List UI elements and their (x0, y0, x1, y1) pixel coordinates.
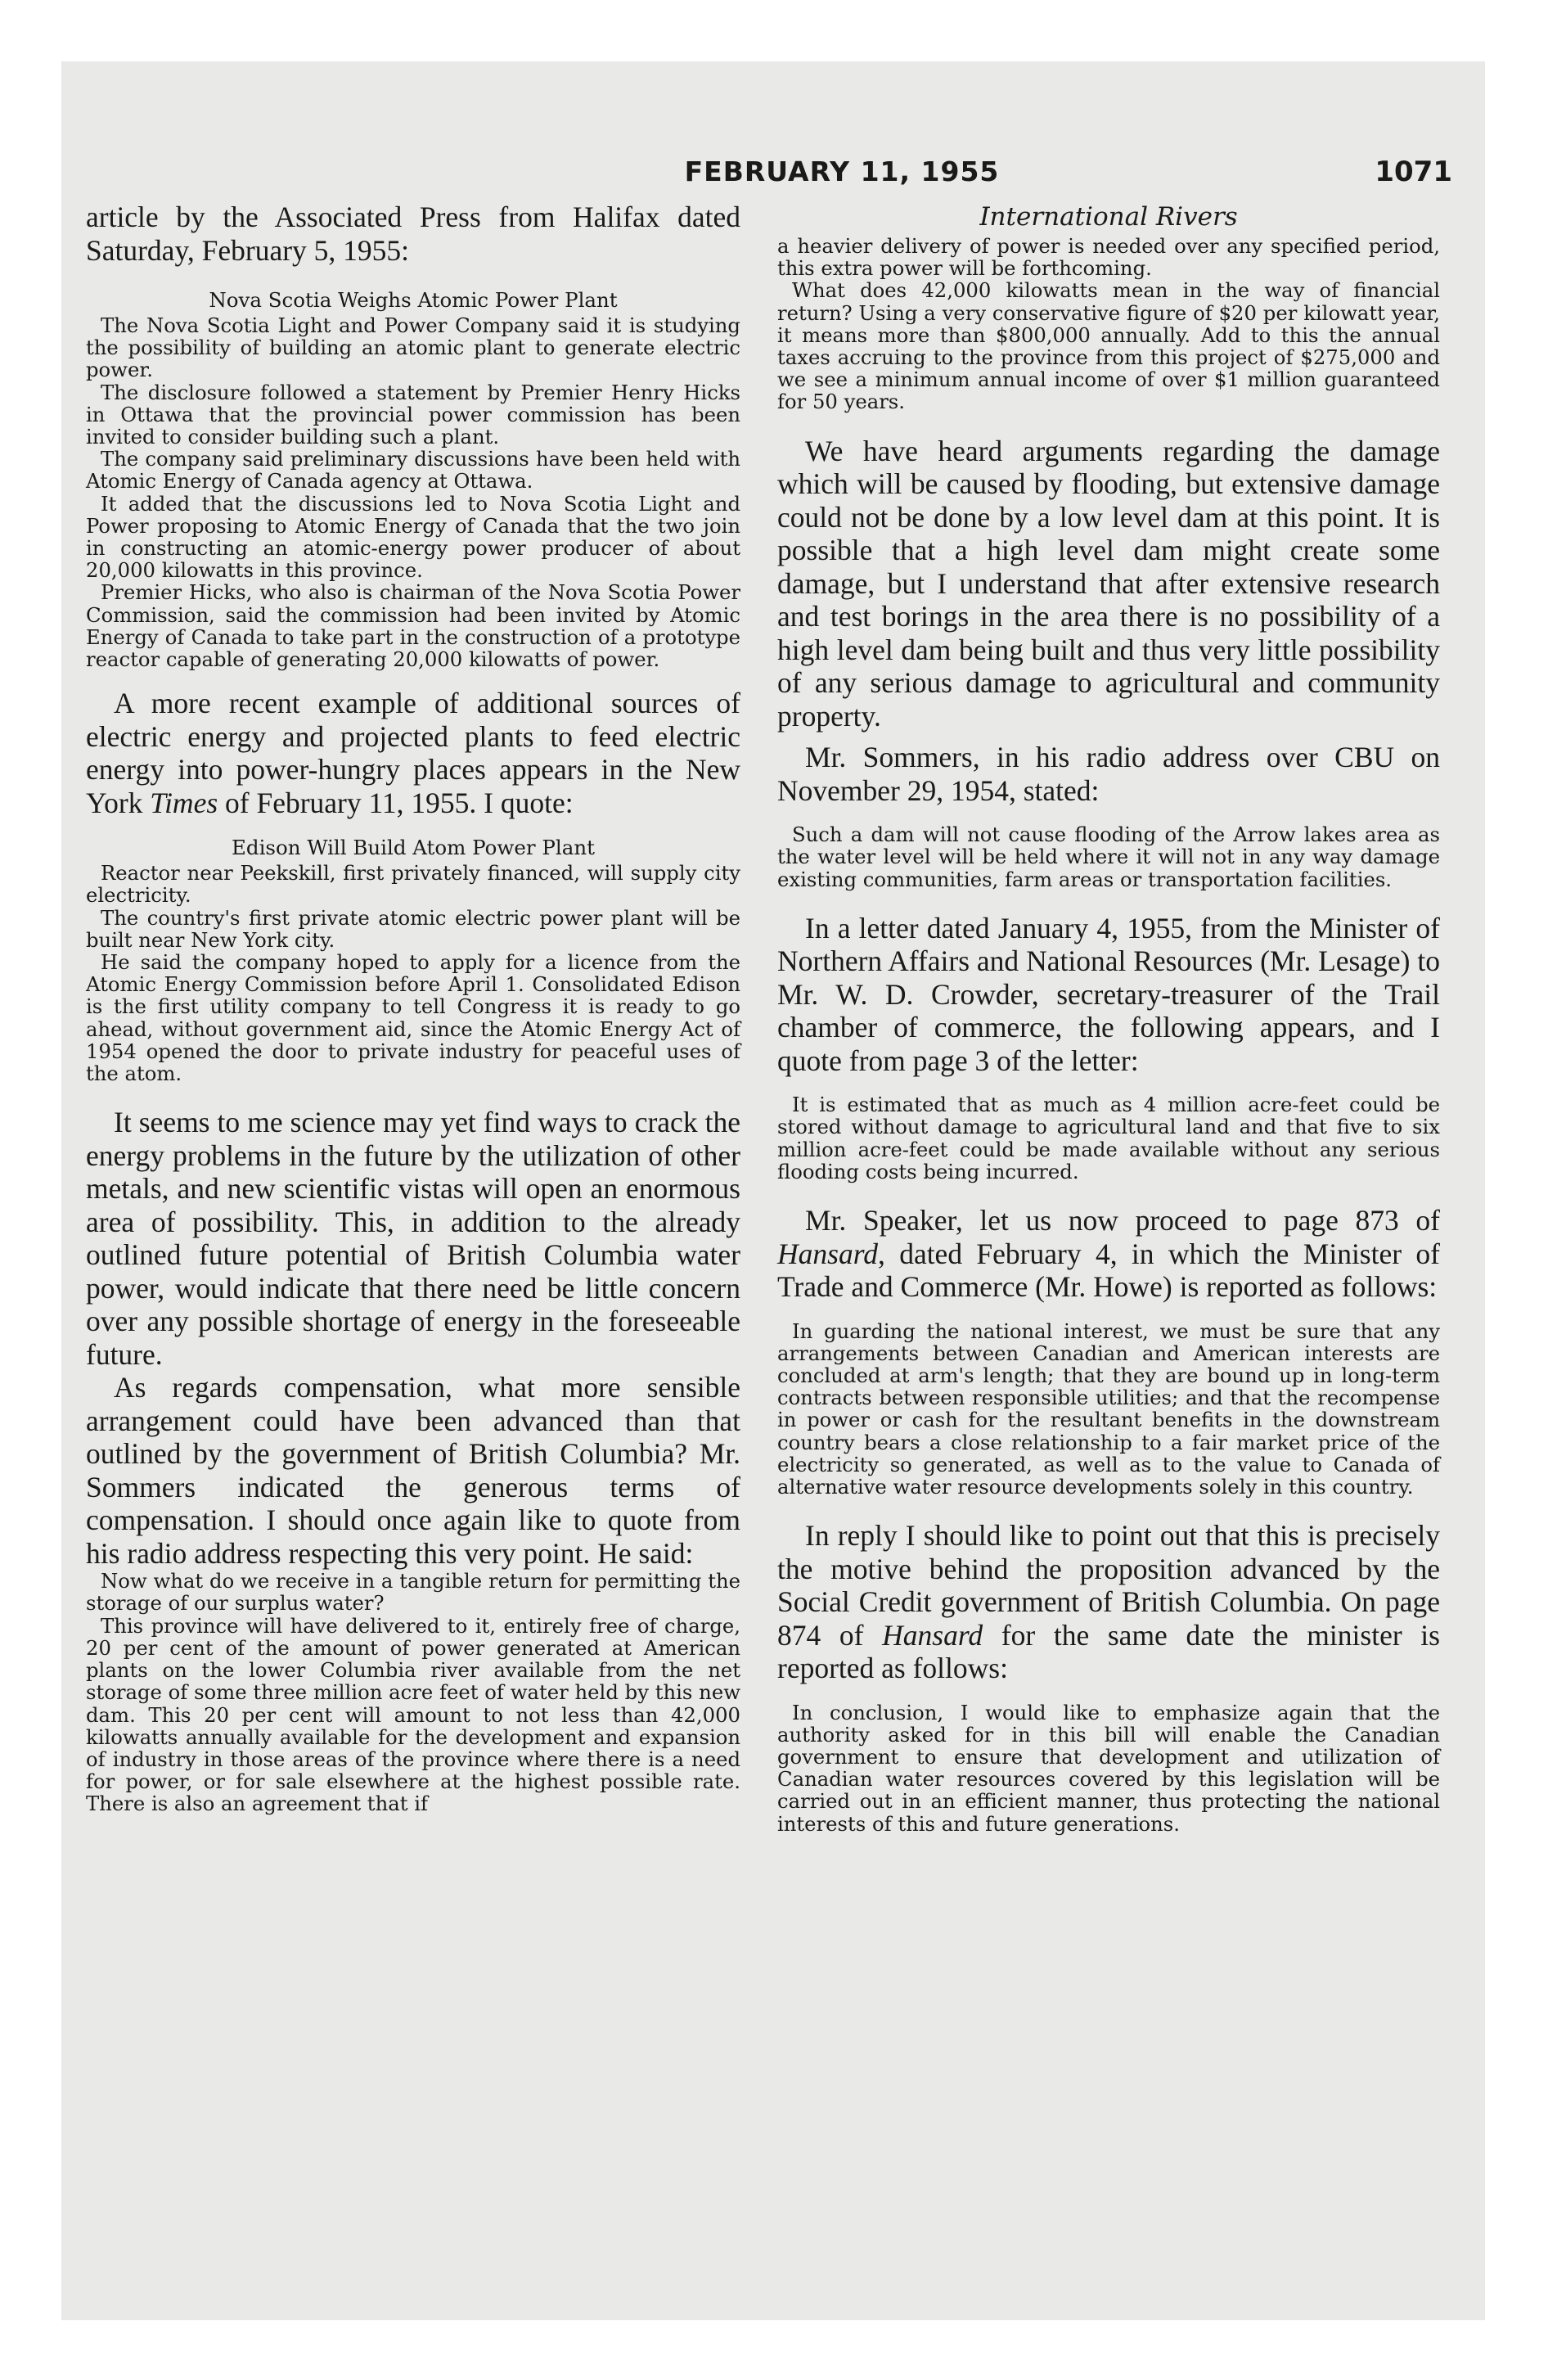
left-column (86, 201, 740, 1815)
speech-paragraph: article by the Associated Press from Halifax dated Saturday, February 5, 1955: (86, 201, 740, 267)
speech-paragraph: We have heard arguments regarding the damage which will be caused by flooding, but extensive damage could not be done by a low level dam at this point. It is possible that a high level dam might create some damage, but I understand that after extensive research and test borings in the area there is no possibility of a high level dam being built and thus very little possibility of any serious damage to agricultural and community property. (777, 434, 1440, 732)
speech-paragraph: Mr. Sommers, in his radio address over CBU on November 29, 1954, stated: (777, 741, 1440, 807)
quote-paragraph: In conclusion, I would like to emphasize again that the authority asked for in this bill will enable the Canadian government to ensure that development and utilization of Canadian water resources covered by this legislation will be carried out in an efficient manner, thus protecting the national interests of this and future generations. (777, 1700, 1440, 1836)
page-number: 1071 (1375, 156, 1452, 188)
quote-paragraph: a heavier delivery of power is needed over any specified period, this extra power will be forthcoming. (777, 234, 1440, 281)
quote-paragraph: The company said preliminary discussions have been held with Atomic Energy of Canada agency at Ottawa. (86, 447, 740, 494)
quote-paragraph: Now what do we receive in a tangible return for permitting the storage of our surplus water? (86, 1569, 740, 1616)
quote-title: Nova Scotia Weighs Atomic Power Plant (209, 288, 618, 312)
right-column (777, 202, 1440, 1835)
speech-paragraph: It seems to me science may yet find ways to crack the energy problems in the future by the utilization of other metals, and new scientific vistas will open an enormous area of possibility. This, in addition to the already outlined future potential of British Columbia water power, would indicate that there need be little concern over any possible shortage of energy in the foreseeable future. (86, 1106, 740, 1371)
quote-paragraph: Such a dam will not cause flooding of the Arrow lakes area as the water level will be held where it will not in any way damage existing communities, farm areas or transportation facilities. (777, 823, 1440, 891)
quote-paragraph: In guarding the national interest, we must be sure that any arrangements between Canadian and American interests are concluded at arm's length; that they are bound up in long-term contracts between responsible utilities; and that the recompense in power or cash for the resultant benefits in the downstream country bears a close relationship to a fair market price of the electricity so generated, as well as to the value to Canada of alternative water resource developments solely in this country. (777, 1318, 1440, 1499)
quote-paragraph: It is estimated that as much as 4 million acre-feet could be stored without damage to agricultural land and that five to six million acre-feet could be made available without any serious flooding costs being incurred. (777, 1093, 1440, 1183)
quote-paragraph: What does 42,000 kilowatts mean in the way of financial return? Using a very conservative figure of $20 per kilowatt year, it means more than $800,000 annually. Add to this the annual taxes accruing to the province from this project of $275,000 and we see a minimum annual income of over $1 million guaranteed for 50 years. (777, 278, 1440, 414)
quote-paragraph: This province will have delivered to it, entirely free of charge, 20 per cent of the amount of power generated at American plants on the lower Columbia river available from the net storage of some three million acre feet of water held by this new dam. This 20 per cent will amount to not less than 42,000 kilowatts annually available for the development and expansion of industry in those areas of the province where there is a need for power, or for sale elsewhere at the highest possible rate. There is also an agreement that if (86, 1613, 740, 1816)
quote-paragraph: The disclosure followed a statement by Premier Henry Hicks in Ottawa that the provincial power commission has been invited to consider building such a plant. (86, 380, 740, 449)
speech-paragraph: In a letter dated January 4, 1955, from the Minister of Northern Affairs and National Resources (Mr. Lesage) to Mr. W. D. Crowder, secretary-treasurer of the Trail chamber of commerce, the following appears, and I quote from page 3 of the letter: (777, 911, 1440, 1077)
speech-paragraph: Mr. Speaker, let us now proceed to page 873 of Hansard, dated February 4, in which the Minister of Trade and Commerce (Mr. Howe) is reported as follows: (777, 1204, 1440, 1304)
quote-paragraph: The Nova Scotia Light and Power Company said it is studying the possibility of building an atomic plant to generate electric power. (86, 313, 740, 382)
quoted-article (86, 1570, 740, 1814)
quote-paragraph: He said the company hoped to apply for a licence from the Atomic Energy Commission before April 1. Consolidated Edison is the first utility company to tell Congress it is ready to go ahead, without government aid, since the Atomic Energy Act of 1954 opened the door to private industry for peaceful uses of the atom. (86, 950, 740, 1086)
running-head (61, 156, 1485, 205)
speech-paragraph: A more recent example of additional sources of electric energy and projected plants to feed electric energy into power-hungry places appears in the New York Times of February 11, 1955. I quote: (86, 687, 740, 819)
quote-title: Edison Will Build Atom Power Plant (232, 836, 595, 860)
quote-paragraph: Reactor near Peekskill, first privately financed, will supply city electricity. (86, 861, 740, 908)
speech-paragraph: As regards compensation, what more sensible arrangement could have been advanced than that outlined by the government of British Columbia? Mr. Sommers indicated the generous terms of compensation. I should once again like to quote from his radio address respecting this very point. He said: (86, 1371, 740, 1570)
quoted-article (777, 235, 1440, 413)
quoted-article (86, 836, 740, 1084)
quote-paragraph: It added that the discussions led to Nova Scotia Light and Power proposing to Atomic Energy of Canada that the two join in constructing an atomic-energy power producer of about 20,000 kilowatts in this province. (86, 491, 740, 583)
section-heading: International Rivers (979, 202, 1238, 232)
speech-paragraph: In reply I should like to point out that this is precisely the motive behind the proposition advanced by the Social Credit government of British Columbia. On page 874 of Hansard for the same date the minister is reported as follows: (777, 1519, 1440, 1685)
page-date-header: FEBRUARY 11, 1955 (684, 156, 1000, 187)
quote-paragraph: The country's first private atomic electric power plant will be built near New York city. (86, 905, 740, 952)
scanned-page (61, 61, 1485, 2320)
quoted-article (86, 288, 740, 670)
quote-paragraph: Premier Hicks, who also is chairman of the Nova Scotia Power Commission, said the commission had been invited by Atomic Energy of Canada to take part in the construction of a prototype reactor capable of generating 20,000 kilowatts of power. (86, 580, 740, 672)
